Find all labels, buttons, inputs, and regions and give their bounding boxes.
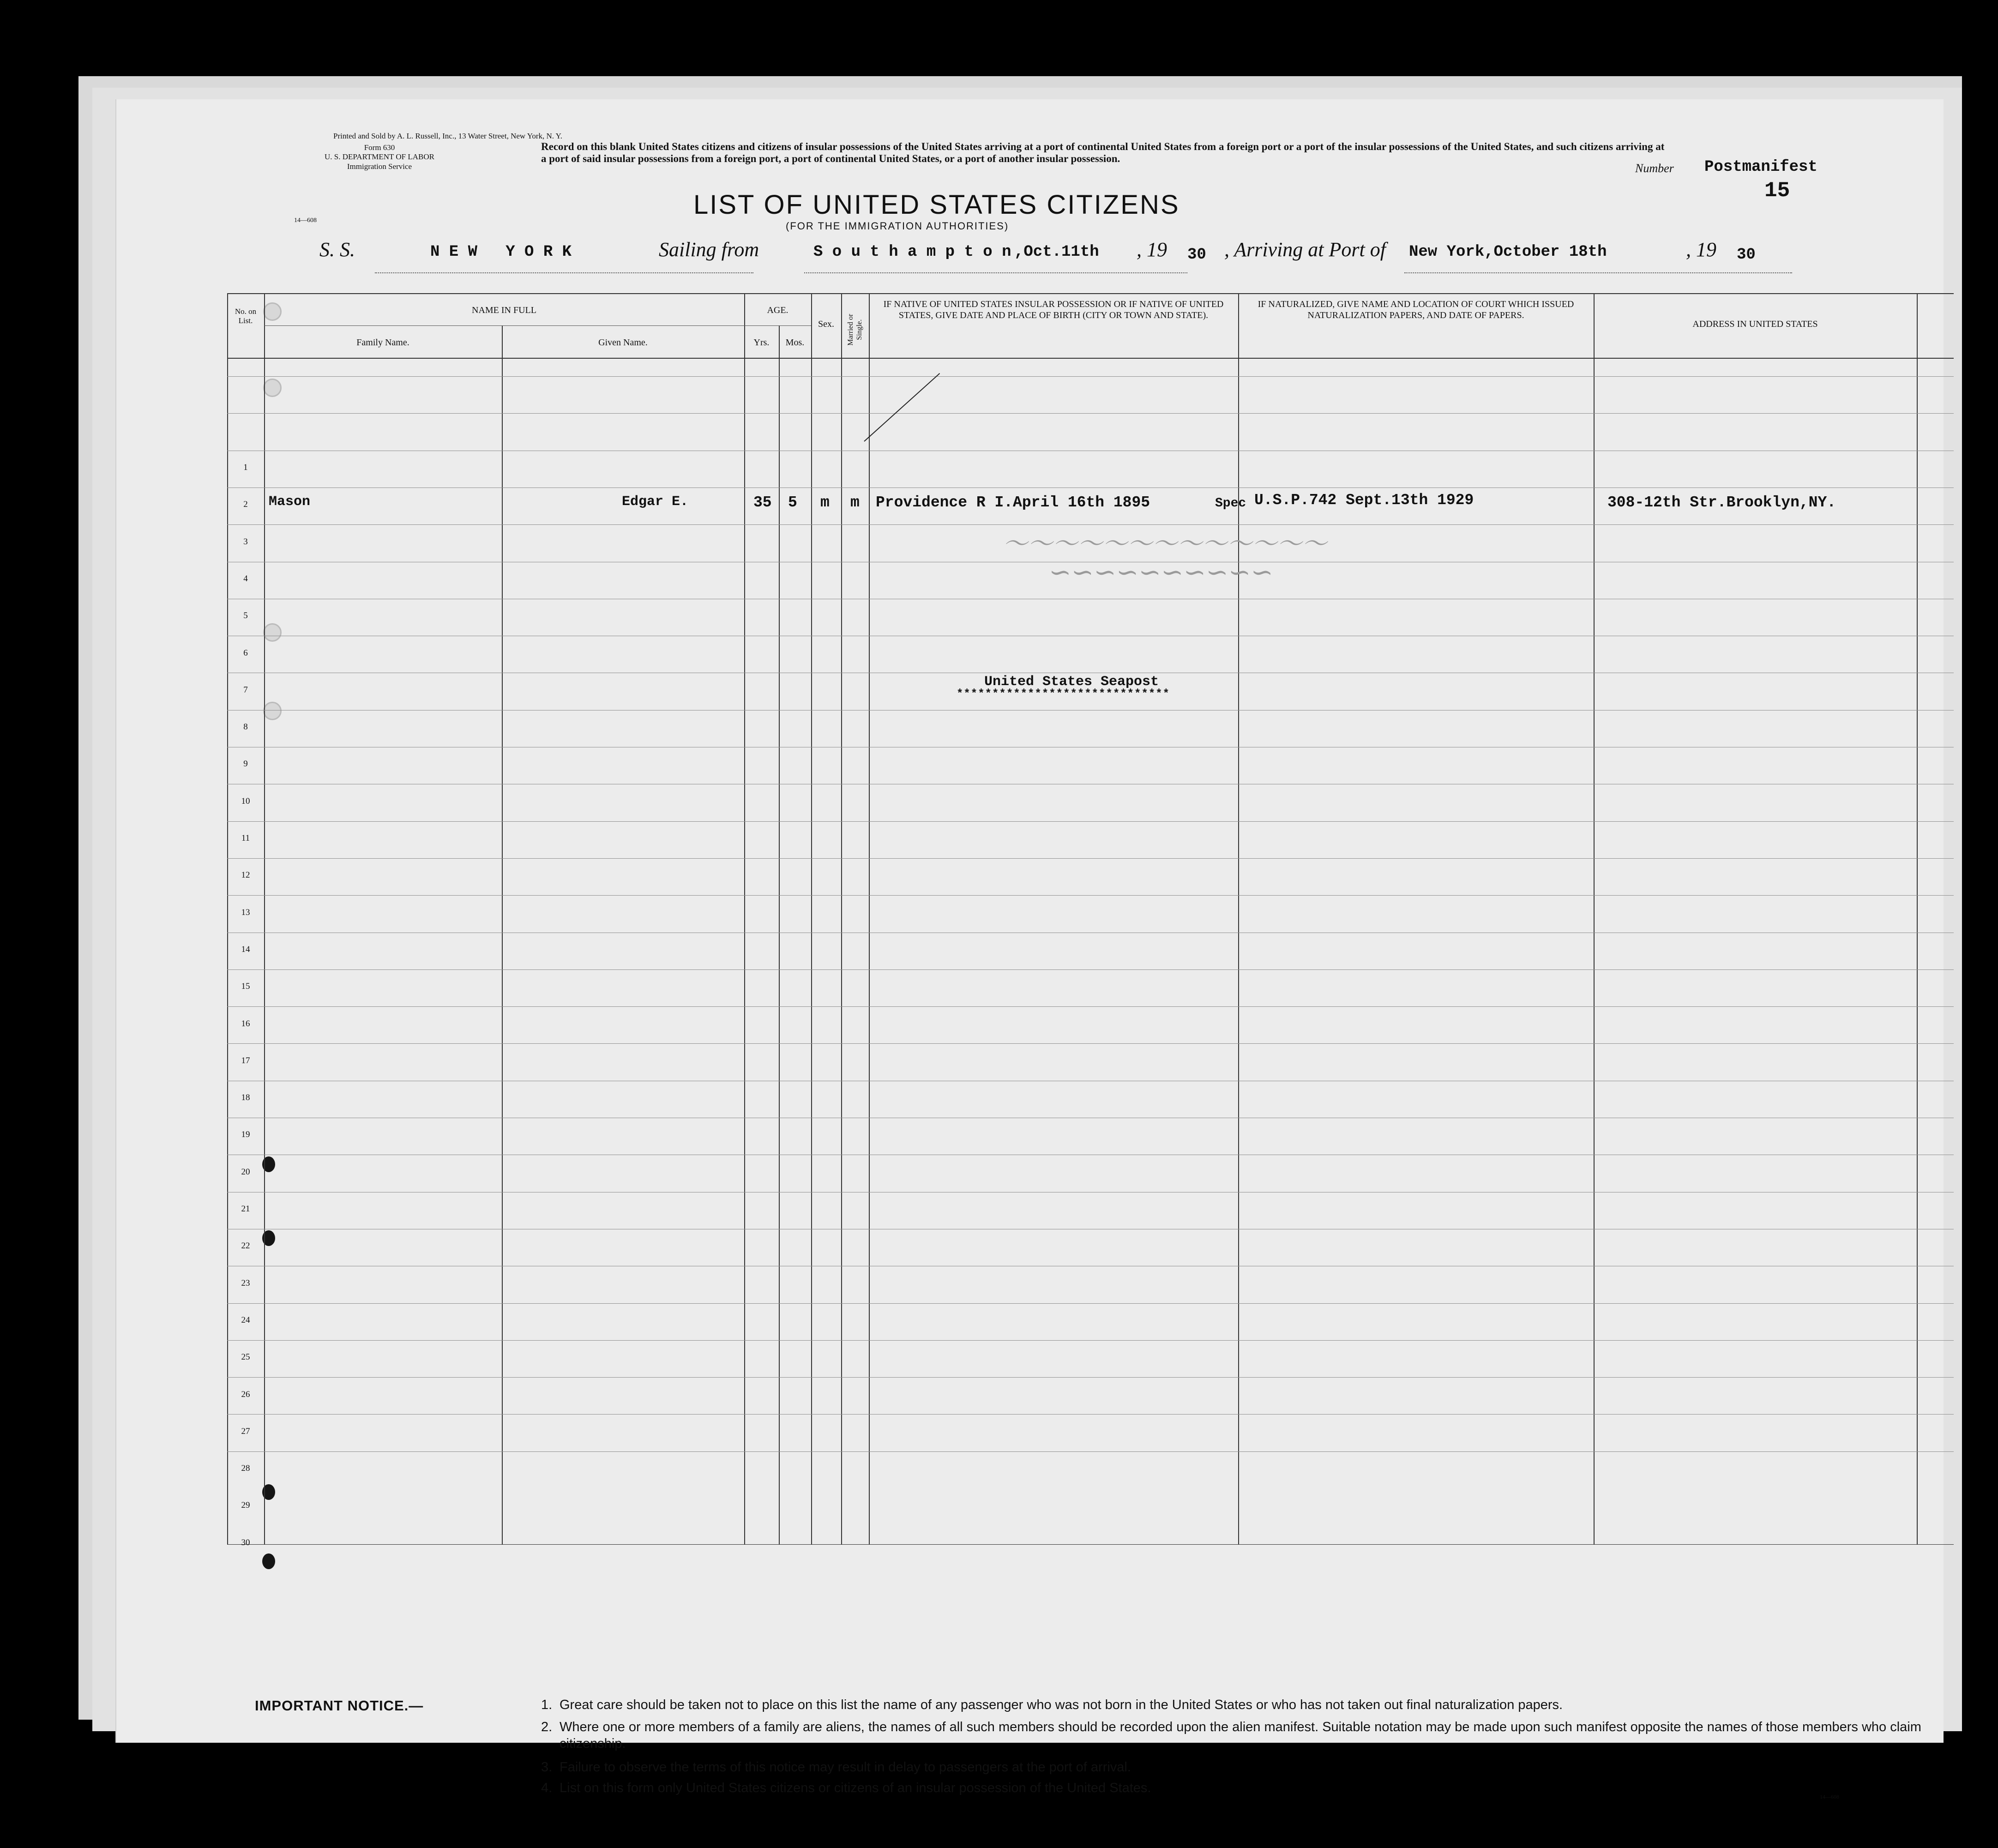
row-number: 4 <box>243 573 248 584</box>
row-line <box>227 1303 1954 1304</box>
row-number: 12 <box>241 870 250 880</box>
entry-given-name: Edgar E. <box>622 494 689 510</box>
notice-item <box>541 1719 1921 1752</box>
sailing-label: Sailing from <box>659 238 759 261</box>
form-code: 14—608 <box>294 217 317 224</box>
service-name: Immigration Service <box>347 162 412 171</box>
row-line <box>227 413 1954 414</box>
row-line <box>227 895 1954 896</box>
inspector-signature: 〜〜〜〜〜〜〜〜〜〜〜〜〜 <box>1003 529 1327 558</box>
page-title: LIST OF UNITED STATES CITIZENS <box>693 190 1180 220</box>
row-number: 2 <box>243 500 248 510</box>
col-header-family-name: Family Name. <box>356 337 409 348</box>
entry-address: 308-12th Str.Brooklyn,NY. <box>1607 494 1836 511</box>
col-header-age: AGE. <box>767 305 788 315</box>
arrival-port-date: New York,October 18th <box>1409 243 1607 261</box>
row-line <box>227 376 1954 377</box>
col-header-given-name: Given Name. <box>598 337 648 348</box>
notice-item-number: 4. <box>541 1781 553 1795</box>
notice-item-number: 3. <box>541 1760 553 1775</box>
row-number: 13 <box>241 907 250 917</box>
row-number: 25 <box>241 1352 250 1362</box>
notice-item-text: Great care should be taken not to place on this list the name of any passenger who was not born in the United States or who has not taken out final naturalization papers. <box>560 1698 1563 1712</box>
row-number: 20 <box>241 1167 250 1177</box>
fill-line <box>804 272 1187 273</box>
notice-item <box>541 1759 1921 1776</box>
row-line <box>227 1414 1954 1415</box>
col-header-birth: IF NATIVE OF UNITED STATES INSULAR POSSESSION OR IF NATIVE OF UNITED STATES, GIVE DATE AND PLACE OF BIRTH (CITY OR TOWN AND STATE). <box>883 299 1224 320</box>
entry-birth: Providence R I.April 16th 1895 <box>876 494 1150 511</box>
printer-line: Printed and Sold by A. L. Russell, Inc., 13 Water Street, New York, N. Y. <box>333 132 563 140</box>
manifest-sheet <box>115 99 1944 1800</box>
form-number: Form 630 <box>364 143 395 152</box>
row-number: 22 <box>241 1241 250 1251</box>
departure-port: S o u t h a m p t o n <box>813 243 1011 261</box>
arriving-label: , Arriving at Port of <box>1224 238 1386 261</box>
col-header-naturalized: IF NATURALIZED, GIVE NAME AND LOCATION OF COURT WHICH ISSUED NATURALIZATION PAPERS, AND DATE OF PAPERS. <box>1258 299 1574 320</box>
row-number: 19 <box>241 1130 250 1140</box>
arrival-year: 30 <box>1737 246 1756 264</box>
form-identifier <box>287 143 472 171</box>
fill-line <box>1404 272 1792 273</box>
row-line <box>227 821 1954 822</box>
ss-label: S. S. <box>319 238 355 261</box>
col-header-sex: Sex. <box>818 319 834 329</box>
year-prefix: , 19 <box>1137 238 1167 261</box>
row-number: 16 <box>241 1018 250 1029</box>
entry-sex: m <box>820 494 830 511</box>
row-line <box>227 969 1954 970</box>
row-number: 9 <box>243 759 248 769</box>
entry-naturalized: U.S.P.742 Sept.13th 1929 <box>1254 492 1474 509</box>
row-number: 18 <box>241 1093 250 1103</box>
row-number: 26 <box>241 1389 250 1399</box>
inspector-signature: ∽∽∽∽∽∽∽∽∽∽ <box>1049 556 1273 588</box>
row-line <box>227 1451 1954 1452</box>
row-number: 8 <box>243 722 248 732</box>
entry-naturalized-prefix: Spec <box>1215 496 1246 511</box>
footer-form-code: 14—608 <box>1820 1794 1839 1800</box>
notice-item-text: Where one or more members of a family are aliens, the names of all such members should be recorded upon the alien manifest. Suitable notation may be made upon such manifest opposite the names of those members who claim citizenship. <box>560 1720 1921 1752</box>
notice-item <box>541 1697 1921 1713</box>
row-number: 24 <box>241 1315 250 1325</box>
entry-age-months: 5 <box>788 494 797 511</box>
departure-date: ,Oct.11th <box>1014 243 1099 261</box>
col-header-yrs: Yrs. <box>753 337 770 348</box>
entry-marital-status: m <box>850 494 860 511</box>
notice-item-text: Failure to observe the terms of this notice may result in delay to passengers at the port of arrival. <box>560 1760 1131 1775</box>
col-header-married: Married or Single. <box>846 313 863 346</box>
seapost-stamp: United States Seapost <box>984 674 1159 690</box>
row-number: 30 <box>241 1537 250 1547</box>
row-line <box>227 1377 1954 1378</box>
row-number: 7 <box>243 685 248 695</box>
manifest-table <box>227 293 1954 1547</box>
notice-item <box>541 1780 1921 1796</box>
row-line <box>227 1340 1954 1341</box>
row-number: 6 <box>243 648 248 658</box>
row-number: 10 <box>241 796 250 806</box>
col-header-no: No. on List. <box>235 307 257 325</box>
departure-year: 30 <box>1187 246 1206 264</box>
notice-title: IMPORTANT NOTICE.— <box>255 1698 424 1714</box>
notice-item-text: List on this form only United States citizens or citizens of an insular possession of the United States. <box>560 1781 1151 1795</box>
sheet-number: 15 <box>1764 179 1790 203</box>
number-label: Number <box>1635 162 1674 175</box>
row-number: 21 <box>241 1204 250 1214</box>
row-line <box>227 858 1954 859</box>
department-name: U. S. DEPARTMENT OF LABOR <box>325 152 434 162</box>
row-number: 17 <box>241 1055 250 1065</box>
col-header-mos: Mos. <box>785 337 805 348</box>
year-prefix: , 19 <box>1686 238 1716 261</box>
row-line <box>227 1006 1954 1007</box>
row-number: 28 <box>241 1463 250 1474</box>
row-number: 1 <box>243 463 248 472</box>
row-number: 27 <box>241 1426 250 1436</box>
col-header-address: ADDRESS IN UNITED STATES <box>1692 319 1818 329</box>
record-instructions: Record on this blank United States citizens and citizens of insular possessions of the United States arriving at a port of continental United States from a foreign port or a port of the insular possessions of the United States, and such citizens arriving at a port of said insular possessions from a foreign port, a port of continental United States, or a port of another insular possession. <box>541 141 1665 165</box>
page-subtitle: (FOR THE IMMIGRATION AUTHORITIES) <box>786 220 1009 232</box>
row-number: 29 <box>241 1500 250 1511</box>
entry-family-name: Mason <box>269 494 311 510</box>
ship-name: N E W Y O R K <box>430 243 572 261</box>
row-number: 23 <box>241 1278 250 1288</box>
seapost-stars: ****************************** <box>957 688 1170 700</box>
row-number: 14 <box>241 944 250 954</box>
row-number: 3 <box>243 536 248 547</box>
row-line <box>227 1043 1954 1044</box>
row-number: 11 <box>241 833 250 843</box>
entry-age-years: 35 <box>753 494 772 511</box>
notice-item-number: 1. <box>541 1698 553 1712</box>
row-number: 5 <box>243 611 248 621</box>
row-lines <box>227 277 1954 1547</box>
row-number: 15 <box>241 981 250 992</box>
col-header-name: NAME IN FULL <box>472 305 536 315</box>
notice-item-number: 2. <box>541 1720 553 1734</box>
binder-hole <box>262 1553 275 1569</box>
number-value: Postmanifest <box>1704 158 1817 176</box>
